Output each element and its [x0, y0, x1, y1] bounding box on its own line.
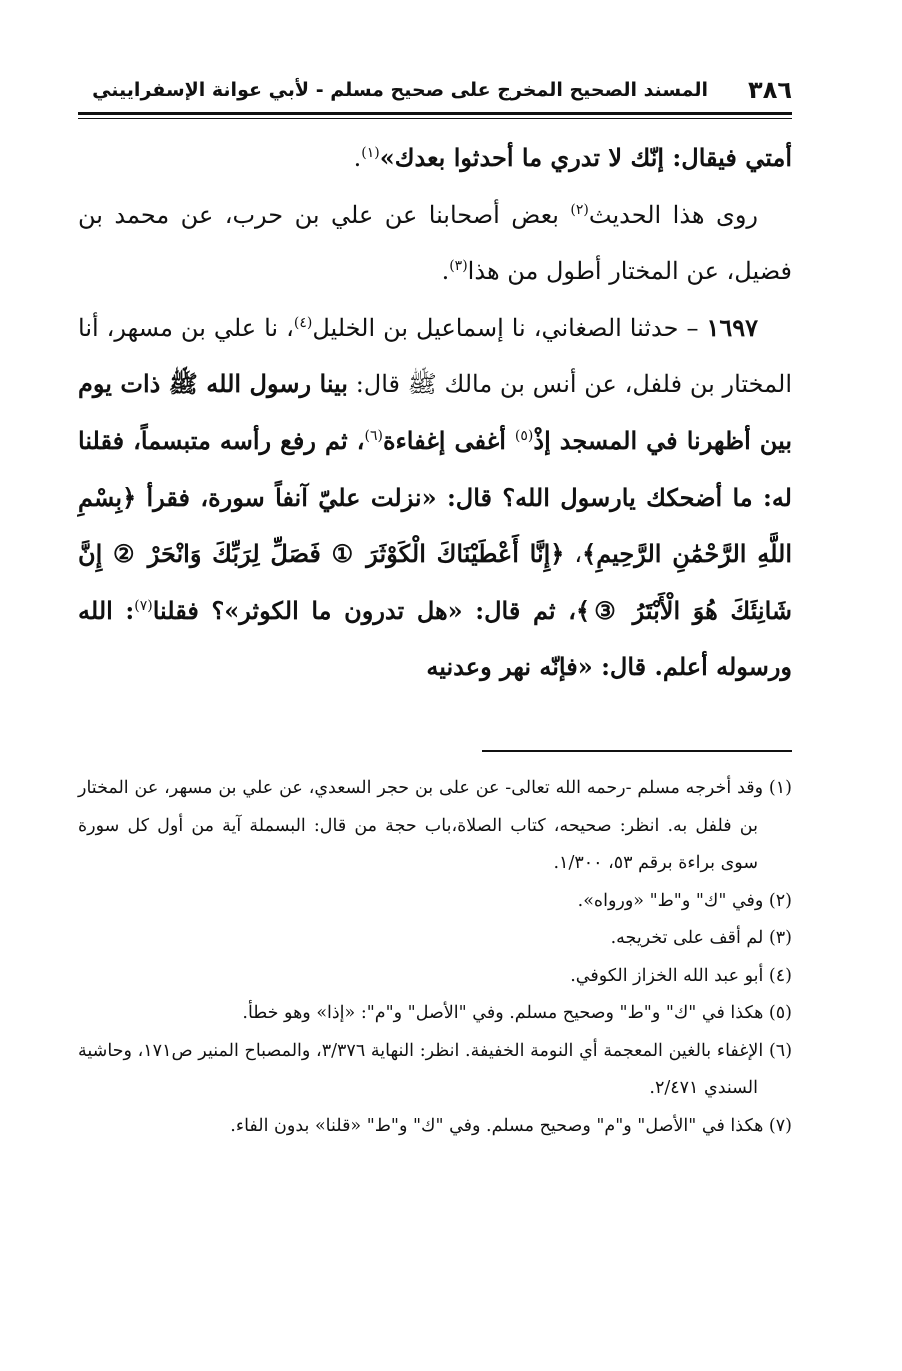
page-number: ٣٨٦	[748, 76, 792, 104]
period: .	[441, 257, 450, 286]
p3-text-a: – حدثنا الصغاني، نا إسماعيل بن الخليل	[312, 313, 699, 342]
footnote-ref-1: (١)	[361, 145, 380, 161]
running-title: المسند الصحيح المخرج على صحيح مسلم - لأبي عوانة الإسفراييني	[92, 79, 709, 101]
footnote-7: (٧) هكذا في "الأصل" و"م" وصحيح مسلم. وفي "ك" و"ط" «قلنا» بدون الفاء.	[230, 1115, 792, 1136]
p2-text-b: بعض أصحابنا عن علي بن حرب، عن محمد بن فضيل، عن المختار أطول من هذا	[78, 200, 792, 286]
footnote-ref-4: (٤)	[293, 314, 313, 331]
header-rule-thin	[78, 118, 792, 119]
footnotes	[78, 770, 792, 1145]
page-header	[78, 70, 792, 110]
p3-text-e: ، ثم رفع رأسه متبسماً، فقلنا له: ما أضحكك يارسول الله؟ قال: «نزلت عليّ آنفاً سورة، فقرأ	[78, 425, 792, 512]
footnote-ref-2: (٢)	[570, 201, 589, 218]
quran-kawthar: ﴿إِنَّا أَعْطَيْنَاكَ الْكَوْثَرَ ① فَصَلِّ لِرَبِّكَ وَانْحَرْ ② إِنَّ شَانِئَكَ هُوَ الْأَبْتَرُ ③﴾	[78, 539, 792, 625]
quran-basmala: ﴿بِسْمِ اللَّهِ الرَّحْمَٰنِ الرَّحِيمِ﴾	[78, 482, 792, 569]
paragraph-1	[78, 130, 792, 187]
footnote-1: (١) وقد أخرجه مسلم -رحمه الله تعالى- عن على بن حجر السعدي، عن علي بن مسهر، عن المختار بن فلفل به. انظر: صحيحه، كتاب الصلاة،باب حجة من قال: البسملة آية من أول كل سورة سوى براءة برقم ٥٣، ١/٣٠٠.	[78, 778, 792, 873]
footnote-ref-3: (٣)	[449, 258, 468, 275]
p3-text-g: : الله ورسوله أعلم. قال: «فإنّه نهر وعدنيه	[78, 595, 792, 682]
footnote-6: (٦) الإغفاء بالغين المعجمة أي النومة الخفيفة. انظر: النهاية ٣/٣٧٦، والمصباح المنير ص١٧١، وحاشية السندي ٢/٤٧١.	[78, 1040, 793, 1098]
main-text	[78, 130, 792, 696]
header-rule-thick	[78, 112, 792, 115]
hadith-ending: أمتي فيقال: إنّك لا تدري ما أحدثوا بعدك»	[379, 143, 792, 172]
p3-text-b: ، نا علي بن مسهر، أنا المختار بن فلفل، عن أنس بن مالك ﷺ قال:	[78, 313, 792, 399]
period: .	[353, 144, 362, 172]
footnote-ref-6: (٦)	[364, 427, 383, 444]
p2-text-a: روى هذا الحديث	[588, 200, 758, 229]
paragraph-2	[78, 187, 792, 300]
footnote-5: (٥) هكذا في "ك" و"ط" وصحيح مسلم. وفي "الأصل" و"م": «إذا» وهو خطأ.	[242, 1003, 792, 1023]
footnote-separator	[482, 750, 792, 752]
separator: ،	[564, 540, 583, 569]
footnote-4: (٤) أبو عبد الله الخزاز الكوفي.	[570, 965, 792, 986]
hadith-number: ١٦٩٧	[706, 312, 758, 342]
p3-text-d: أغفى إغفاءة	[382, 425, 515, 455]
footnote-ref-7: (٧)	[134, 597, 153, 614]
p3-text-f: ، ثم قال: «هل تدرون ما الكوثر»؟ فقلنا	[152, 595, 576, 625]
paragraph-3	[78, 300, 792, 696]
footnote-3: (٣) لم أقف على تخريجه.	[610, 928, 792, 948]
footnote-2: (٢) وفي "ك" و"ط" «ورواه».	[577, 890, 792, 911]
p3-text-c: بينا رسول الله ﷺ ذات يوم بين أظهرنا في المسجد إذْ	[78, 369, 792, 455]
footnote-ref-5: (٥)	[514, 427, 534, 444]
